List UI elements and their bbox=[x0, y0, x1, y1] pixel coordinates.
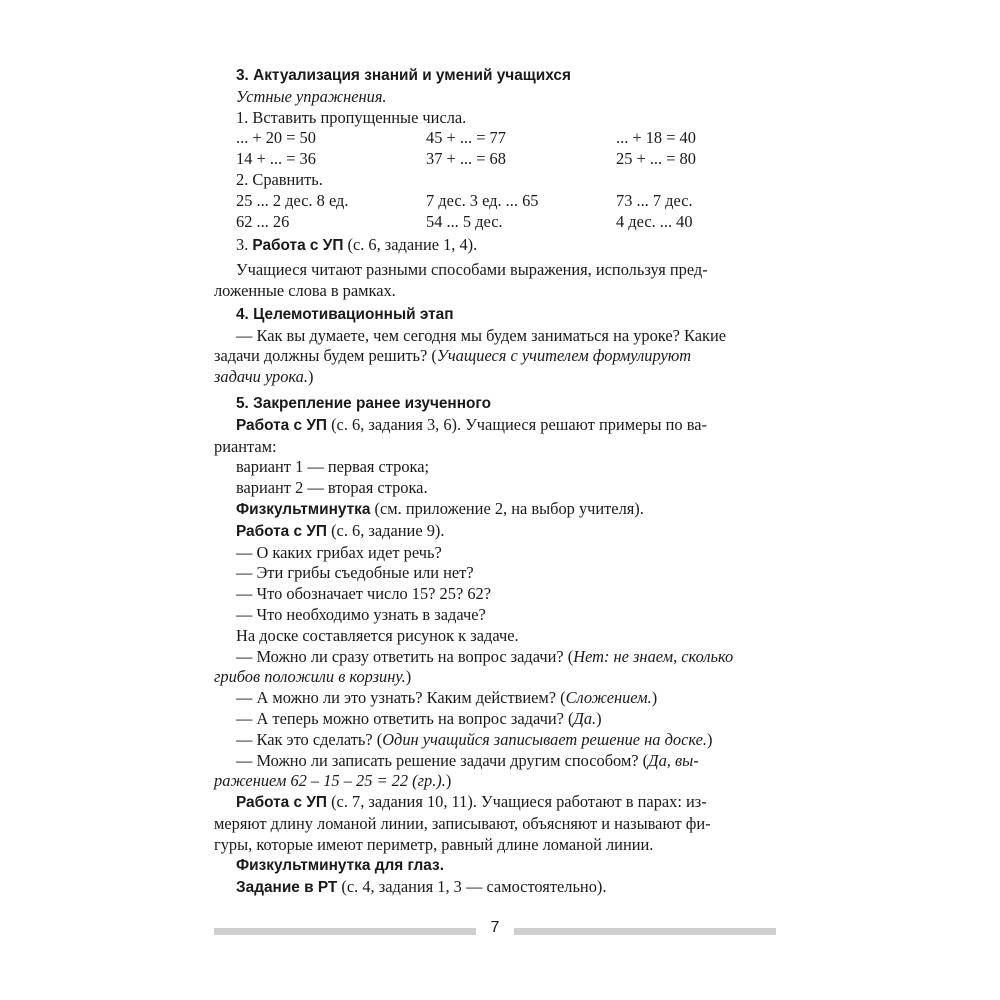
question-line: — Эти грибы съедобные или нет? bbox=[236, 563, 474, 583]
paragraph-line bbox=[214, 877, 776, 899]
exercise-item: 45 + ... = 77 bbox=[426, 128, 506, 148]
bold-text: Работа с УП bbox=[236, 794, 327, 812]
page-footer bbox=[214, 921, 776, 939]
task-3-bold: Работа с УП bbox=[252, 237, 344, 255]
bold-text: Физкультминутка для глаз. bbox=[236, 857, 444, 875]
text-span: — Можно ли записать решение задачи другим способом? ( bbox=[236, 750, 649, 770]
text-span: — А можно ли это узнать? Каким действием? ( bbox=[236, 688, 566, 708]
exercise-item: 14 + ... = 36 bbox=[236, 149, 316, 169]
exercise-item: 37 + ... = 68 bbox=[426, 149, 506, 169]
text-span: ) bbox=[445, 771, 452, 791]
text-span: задачи должны будем решить? ( bbox=[214, 346, 437, 366]
italic-text: Да. bbox=[573, 708, 597, 728]
footer-bar-left bbox=[214, 928, 476, 935]
text-span: (см. приложение 2, на выбор учителя). bbox=[370, 498, 644, 518]
italic-text: задачи урока. bbox=[214, 367, 308, 387]
exercise-item: 25 + ... = 80 bbox=[616, 149, 696, 169]
text-span: (с. 6, задание 9). bbox=[327, 520, 445, 540]
question-line bbox=[214, 709, 776, 730]
italic-text: Нет: не знаем, сколько bbox=[573, 646, 734, 666]
exercise-grid-2 bbox=[214, 191, 776, 233]
paragraph-line bbox=[214, 346, 776, 367]
text-span: — Как это сделать? ( bbox=[236, 729, 383, 749]
italic-text: Да, вы- bbox=[648, 750, 699, 770]
exercise-item: ... + 18 = 40 bbox=[616, 128, 696, 148]
text-span: (с. 7, задания 10, 11). Учащиеся работают в парах: из- bbox=[327, 792, 707, 812]
bold-text: Работа с УП bbox=[236, 522, 327, 540]
text-span: — А теперь можно ответить на вопрос задачи? ( bbox=[236, 708, 574, 728]
question-line: — О каких грибах идет речь? bbox=[236, 542, 442, 562]
paragraph-line: меряют длину ломаной линии, записывают, объясняют и называют фи- bbox=[214, 813, 711, 833]
exercise-item: 62 ... 26 bbox=[236, 211, 290, 231]
paragraph-line bbox=[214, 415, 776, 437]
italic-text: ражением 62 – 15 – 25 = 22 (гр.). bbox=[214, 771, 446, 791]
paragraph-line: вариант 2 — вторая строка. bbox=[236, 478, 428, 498]
question-line bbox=[214, 751, 776, 772]
italic-text: Один учащийся записывает решение на доске. bbox=[382, 729, 707, 749]
exercise-item: 73 ... 7 дес. bbox=[616, 190, 693, 210]
section-4-title: 4. Целемотивационный этап bbox=[236, 305, 454, 323]
text-span: ) bbox=[405, 667, 412, 687]
task-3-rest: (с. 6, задание 1, 4). bbox=[343, 235, 478, 255]
exercise-item: 25 ... 2 дес. 8 ед. bbox=[236, 190, 349, 210]
question-line bbox=[214, 647, 776, 668]
paragraph-line: ложенные слова в рамках. bbox=[214, 280, 396, 300]
paragraph-line: — Как вы думаете, чем сегодня мы будем заниматься на уроке? Какие bbox=[236, 325, 727, 345]
task-1-label: 1. Вставить пропущенные числа. bbox=[236, 107, 467, 127]
page-content bbox=[214, 66, 776, 899]
italic-text: Сложением. bbox=[565, 688, 652, 708]
question-line: — Что обозначает число 15? 25? 62? bbox=[236, 584, 491, 604]
paragraph-line bbox=[214, 792, 776, 814]
paragraph-line: вариант 1 — первая строка; bbox=[236, 457, 430, 477]
section-3-title: 3. Актуализация знаний и умений учащихся bbox=[236, 67, 571, 84]
exercise-grid-1 bbox=[214, 128, 776, 170]
question-line bbox=[214, 730, 776, 751]
exercise-item: ... + 20 = 50 bbox=[236, 128, 316, 148]
italic-text: Учащиеся с учителем формулируют bbox=[436, 346, 692, 366]
text-span: ) bbox=[706, 729, 713, 749]
section-3-subtitle bbox=[214, 87, 776, 108]
text-span: ) bbox=[307, 367, 314, 387]
exercise-item: 4 дес. ... 40 bbox=[616, 211, 693, 231]
paragraph-line: риантам: bbox=[214, 436, 277, 456]
exercise-item: 54 ... 5 дес. bbox=[426, 211, 503, 231]
task-3-line bbox=[214, 235, 776, 257]
paragraph-line: На доске составляется рисунок к задаче. bbox=[236, 625, 519, 645]
paragraph-line bbox=[214, 521, 776, 543]
bold-text: Задание в РТ bbox=[236, 879, 338, 897]
exercise-item: 7 дес. 3 ед. ... 65 bbox=[426, 190, 539, 210]
text-span: ) bbox=[651, 688, 658, 708]
bold-text: Работа с УП bbox=[236, 416, 327, 434]
subtitle-text: Устные упражнения. bbox=[236, 86, 387, 106]
question-line bbox=[214, 771, 776, 792]
text-span: — Можно ли сразу ответить на вопрос задачи? ( bbox=[236, 646, 574, 666]
text-span: (с. 6, задания 3, 6). Учащиеся решают примеры по ва- bbox=[327, 414, 707, 434]
footer-bar-right bbox=[514, 928, 776, 935]
page-number: 7 bbox=[490, 919, 500, 936]
paragraph-line bbox=[214, 367, 776, 388]
italic-text: грибов положили в корзину. bbox=[214, 667, 406, 687]
paragraph-line: Учащиеся читают разными способами выражения, используя пред- bbox=[236, 260, 708, 280]
paragraph-line: гуры, которые имеют периметр, равный длине ломаной линии. bbox=[214, 834, 654, 854]
question-line bbox=[214, 688, 776, 709]
question-line: — Что необходимо узнать в задаче? bbox=[236, 604, 486, 624]
question-line bbox=[214, 667, 776, 688]
text-span: ) bbox=[596, 708, 602, 728]
section-5-title: 5. Закрепление ранее изученного bbox=[236, 394, 492, 412]
task-3-number: 3. bbox=[236, 235, 253, 255]
text-span: (с. 4, задания 1, 3 — самостоятельно). bbox=[337, 877, 607, 897]
paragraph-line bbox=[214, 499, 776, 521]
paragraph-line bbox=[214, 855, 776, 877]
bold-text: Физкультминутка bbox=[236, 500, 371, 518]
task-2-label: 2. Сравнить. bbox=[236, 169, 323, 189]
